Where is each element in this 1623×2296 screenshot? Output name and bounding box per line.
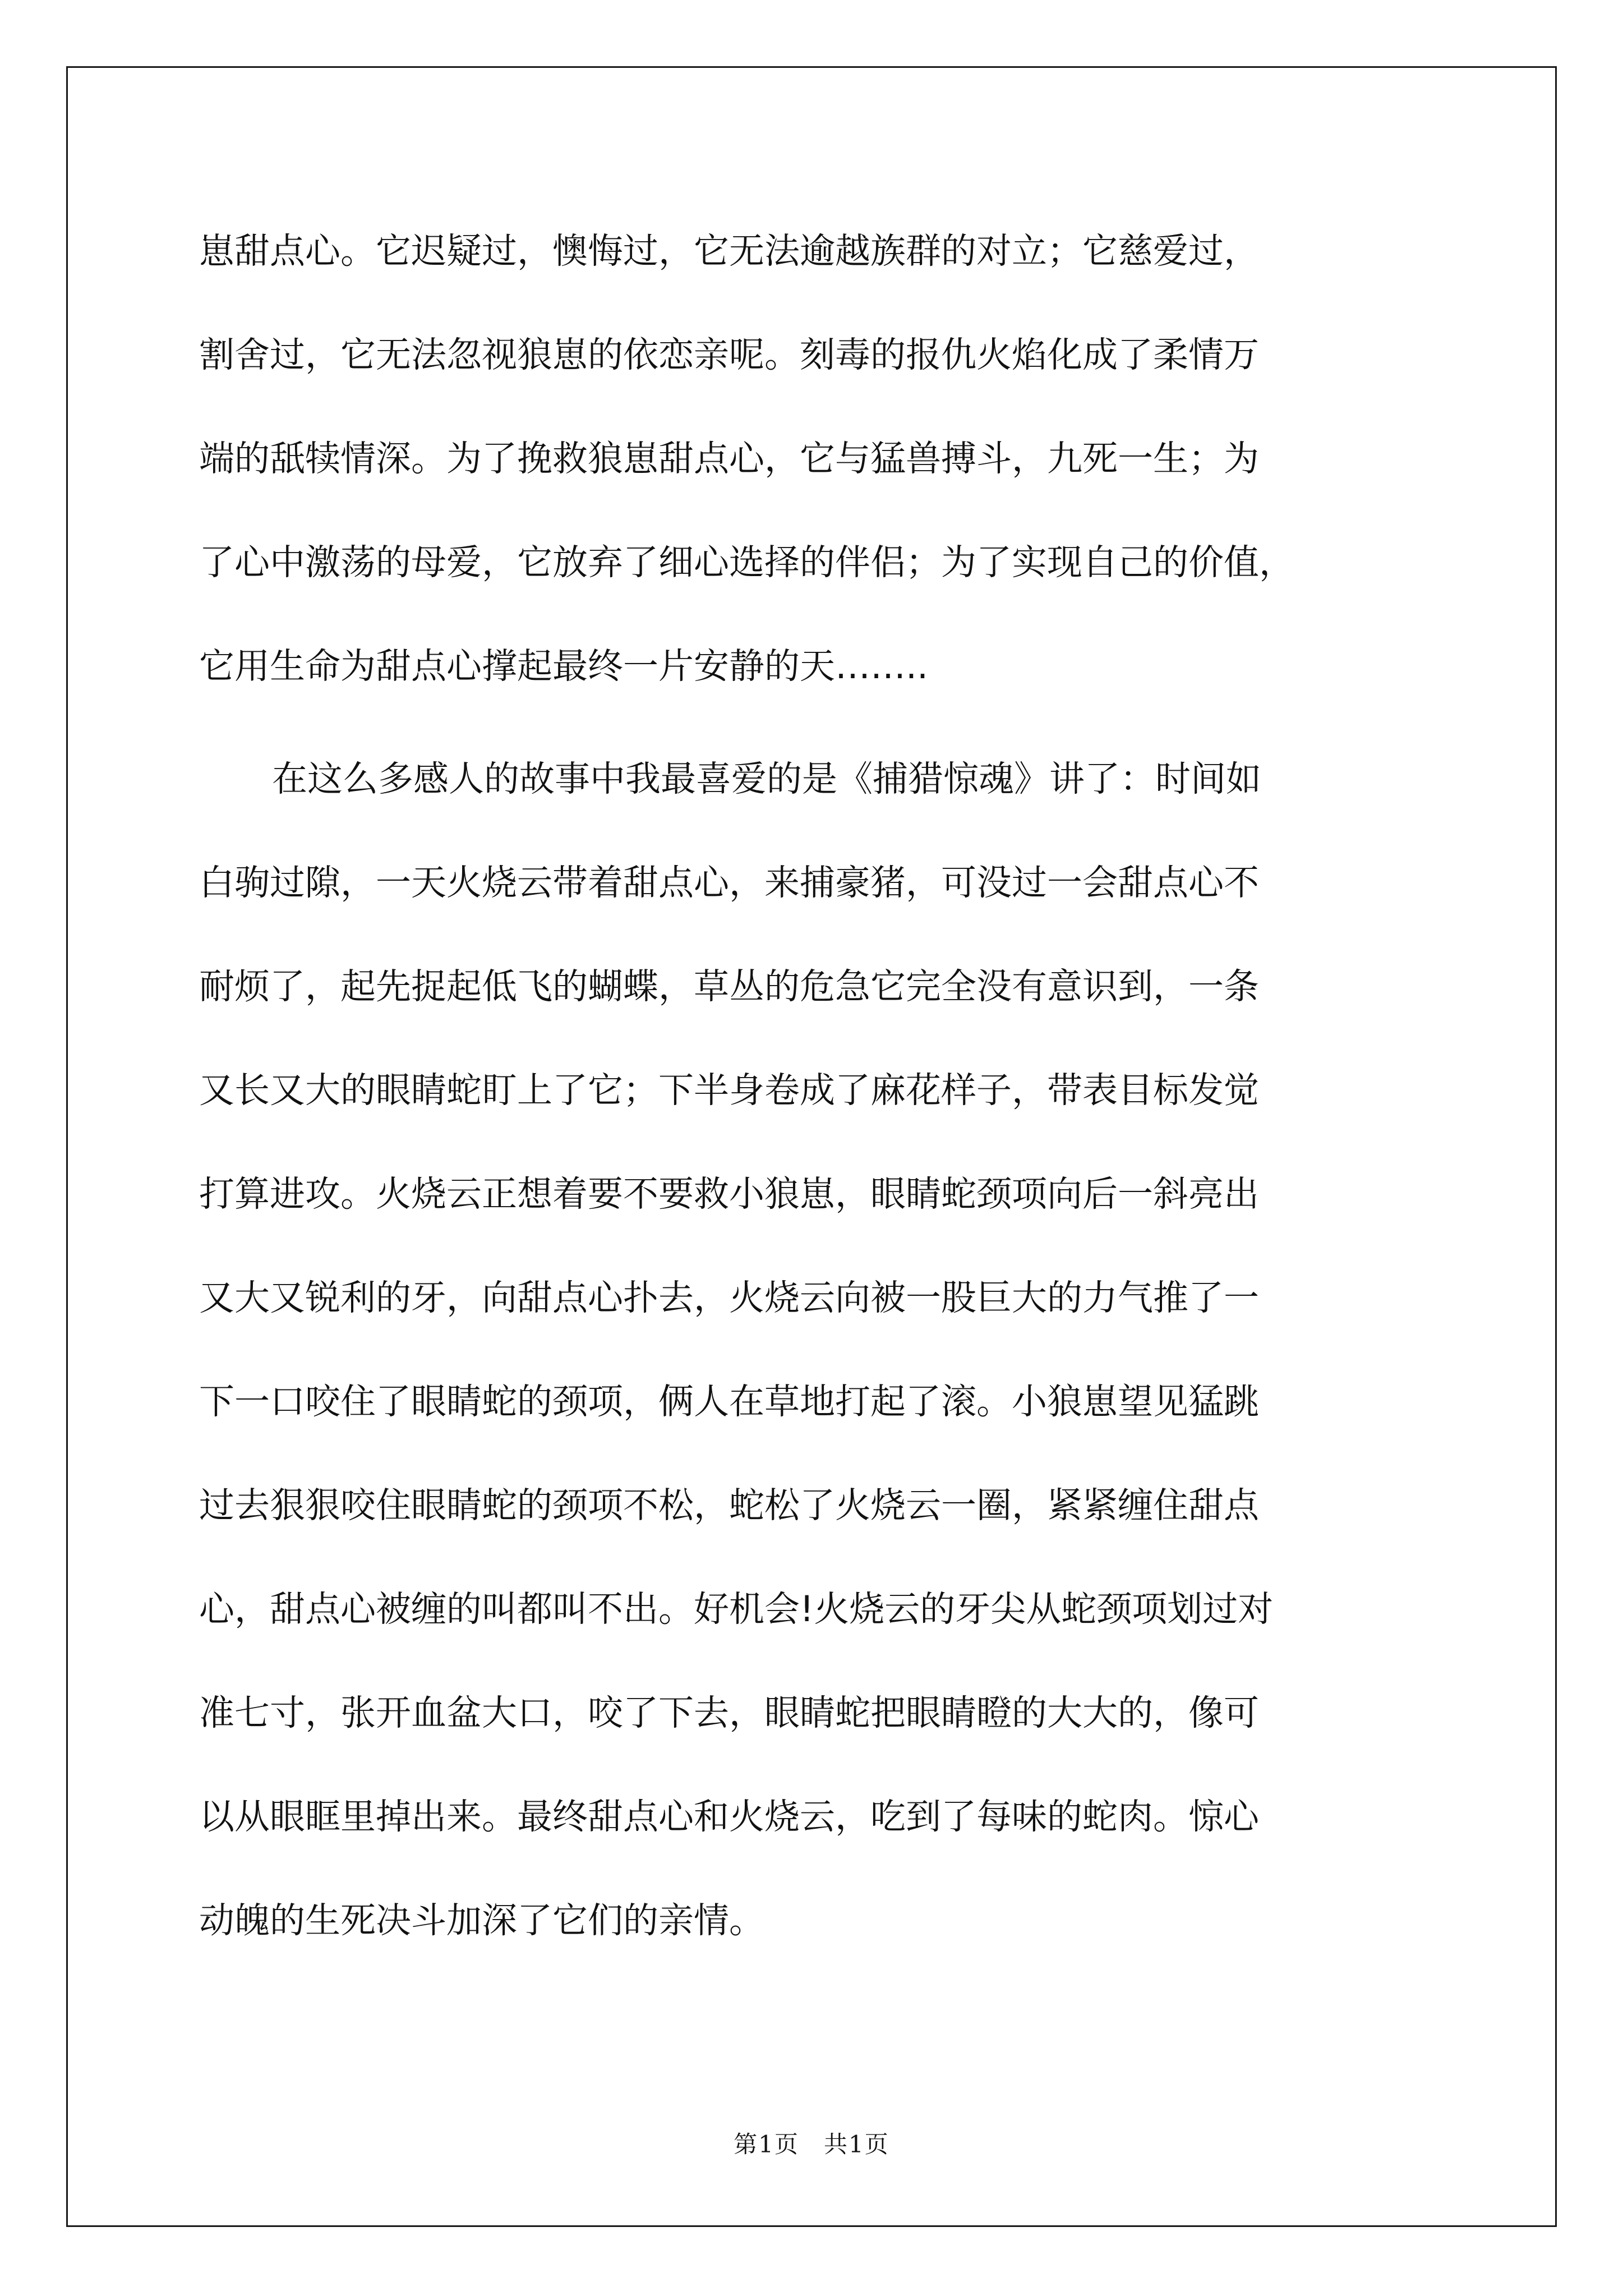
text-line: 又大又锐利的牙，向甜点心扑去，火烧云向被一股巨大的力气推了一 bbox=[199, 1277, 1259, 1318]
paragraph-1 bbox=[199, 199, 1483, 718]
text-line: 耐烦了，起先捉起低飞的蝴蝶，草丛的危急它完全没有意识到，一条 bbox=[199, 966, 1259, 1007]
text-line: 打算进攻。火烧云正想着要不要救小狼崽，眼睛蛇颈项向后一斜亮出 bbox=[199, 1174, 1259, 1214]
text-line: 端的舐犊情深。为了挽救狼崽甜点心，它与猛兽搏斗，九死一生；为 bbox=[199, 438, 1259, 479]
text-line: 白驹过隙，一天火烧云带着甜点心，来捕豪猪，可没过一会甜点心不 bbox=[199, 862, 1259, 903]
text-line: 动魄的生死决斗加深了它们的亲情。 bbox=[199, 1900, 764, 1941]
document-body bbox=[199, 199, 1483, 1972]
page-number-footer: 第1页 共1页 bbox=[734, 2131, 889, 2158]
text-line: 心，甜点心被缠的叫都叫不出。好机会!火烧云的牙尖从蛇颈项划过对 bbox=[199, 1589, 1274, 1630]
paragraph-2 bbox=[199, 727, 1483, 1972]
text-line: 在这么多感人的故事中我最喜爱的是《捕猎惊魂》讲了：时间如 bbox=[272, 758, 1261, 799]
text-line: 它用生命为甜点心撑起最终一片安静的天…….. bbox=[199, 646, 929, 687]
text-line: 崽甜点心。它迟疑过，懊悔过，它无法逾越族群的对立；它慈爱过， bbox=[199, 231, 1259, 272]
paragraph-gap bbox=[199, 718, 1483, 727]
text-line: 以从眼眶里掉出来。最终甜点心和火烧云，吃到了每味的蛇肉。惊心 bbox=[199, 1796, 1259, 1837]
text-line: 准七寸，张开血盆大口，咬了下去，眼睛蛇把眼睛瞪的大大的，像可 bbox=[199, 1692, 1259, 1733]
text-line: 下一口咬住了眼睛蛇的颈项，俩人在草地打起了滚。小狼崽望见猛跳 bbox=[199, 1381, 1259, 1422]
text-line: 割舍过，它无法忽视狼崽的依恋亲呢。刻毒的报仇火焰化成了柔情万 bbox=[199, 334, 1259, 375]
text-line: 了心中激荡的母爱，它放弃了细心选择的伴侣；为了实现自己的价值， bbox=[199, 542, 1294, 583]
text-line: 过去狠狠咬住眼睛蛇的颈项不松，蛇松了火烧云一圈，紧紧缠住甜点 bbox=[199, 1485, 1259, 1526]
text-line: 又长又大的眼睛蛇盯上了它；下半身卷成了麻花样子，带表目标发觉 bbox=[199, 1070, 1259, 1111]
